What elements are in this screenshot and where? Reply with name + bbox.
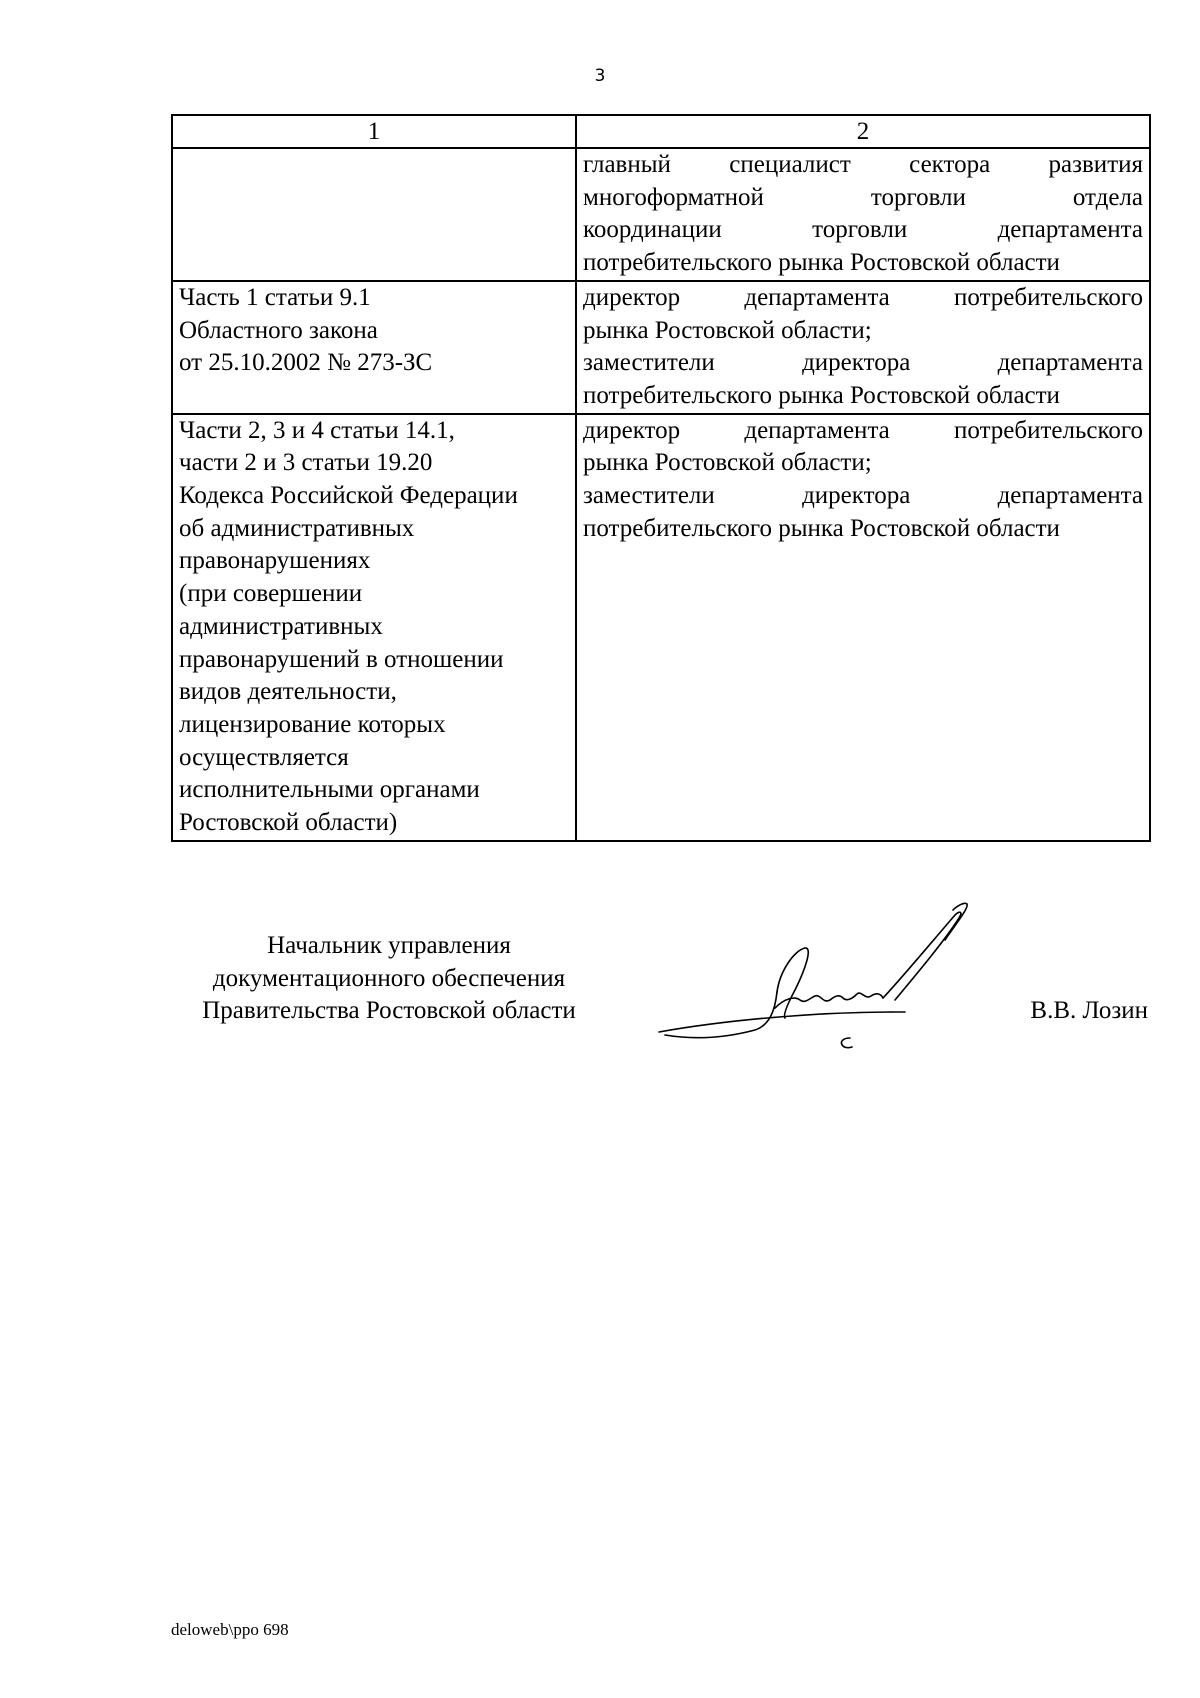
table-cell-officials bbox=[576, 281, 1150, 414]
signatory-title-line: Правительства Ростовской области bbox=[202, 997, 576, 1025]
cell-line: координации торговли департамента bbox=[583, 216, 1143, 244]
cell-line: заместители директора департамента bbox=[583, 482, 1143, 510]
cell-line: видов деятельности, bbox=[179, 678, 397, 706]
cell-line: потребительского рынка Ростовской области bbox=[583, 381, 1060, 409]
cell-line: правонарушениях bbox=[179, 547, 371, 575]
document-table bbox=[171, 114, 1151, 842]
column-header-2: 2 bbox=[576, 115, 1150, 148]
table-cell-officials bbox=[576, 148, 1150, 281]
cell-line: об административных bbox=[179, 514, 415, 542]
cell-line: Ростовской области) bbox=[179, 809, 398, 837]
cell-line: заместители директора департамента bbox=[583, 349, 1143, 377]
cell-line: главный специалист сектора развития bbox=[583, 151, 1143, 178]
cell-line: многоформатной торговли отдела bbox=[583, 183, 1143, 211]
table-header-row bbox=[172, 115, 1150, 148]
table-cell-officials bbox=[576, 414, 1150, 841]
cell-line: Часть 1 статьи 9.1 bbox=[179, 283, 371, 311]
table-cell-article bbox=[172, 414, 576, 841]
page-number: 3 bbox=[594, 66, 606, 86]
cell-line: от 25.10.2002 № 273-ЗС bbox=[179, 349, 433, 377]
column-header-1: 1 bbox=[172, 115, 576, 148]
cell-line: правонарушений в отношении bbox=[179, 645, 504, 673]
footer-reference: deloweb\ppo 698 bbox=[171, 1620, 289, 1639]
cell-line: лицензирование которых bbox=[179, 710, 446, 738]
signatory-title bbox=[171, 930, 607, 1028]
cell-line: Части 2, 3 и 4 статьи 14.1, bbox=[179, 416, 455, 444]
signatory-title-line: документационного обеспечения bbox=[212, 964, 566, 992]
table-row bbox=[172, 148, 1150, 281]
signer-name: В.В. Лозин bbox=[1030, 997, 1148, 1024]
cell-line: части 2 и 3 статьи 19.20 bbox=[179, 449, 433, 477]
cell-line: Областного закона bbox=[179, 316, 378, 344]
signatory-title-line: Начальник управления bbox=[267, 932, 511, 959]
cell-line: административных bbox=[179, 612, 383, 640]
cell-line: исполнительными органами bbox=[179, 776, 480, 804]
cell-line: потребительского рынка Ростовской области bbox=[583, 249, 1060, 277]
table-row bbox=[172, 414, 1150, 841]
handwritten-signature bbox=[655, 900, 985, 1050]
table-row bbox=[172, 281, 1150, 414]
cell-line: рынка Ростовской области; bbox=[583, 316, 872, 344]
cell-line: осуществляется bbox=[179, 743, 349, 771]
cell-line: Кодекса Российской Федерации bbox=[179, 482, 518, 510]
table-cell-article bbox=[172, 281, 576, 414]
cell-line: потребительского рынка Ростовской области bbox=[583, 514, 1060, 542]
cell-line: рынка Ростовской области; bbox=[583, 449, 872, 477]
table-cell-article bbox=[172, 148, 576, 281]
cell-line: (при совершении bbox=[179, 580, 363, 608]
cell-line: директор департамента потребительского bbox=[583, 283, 1143, 311]
cell-line: директор департамента потребительского bbox=[583, 416, 1143, 444]
